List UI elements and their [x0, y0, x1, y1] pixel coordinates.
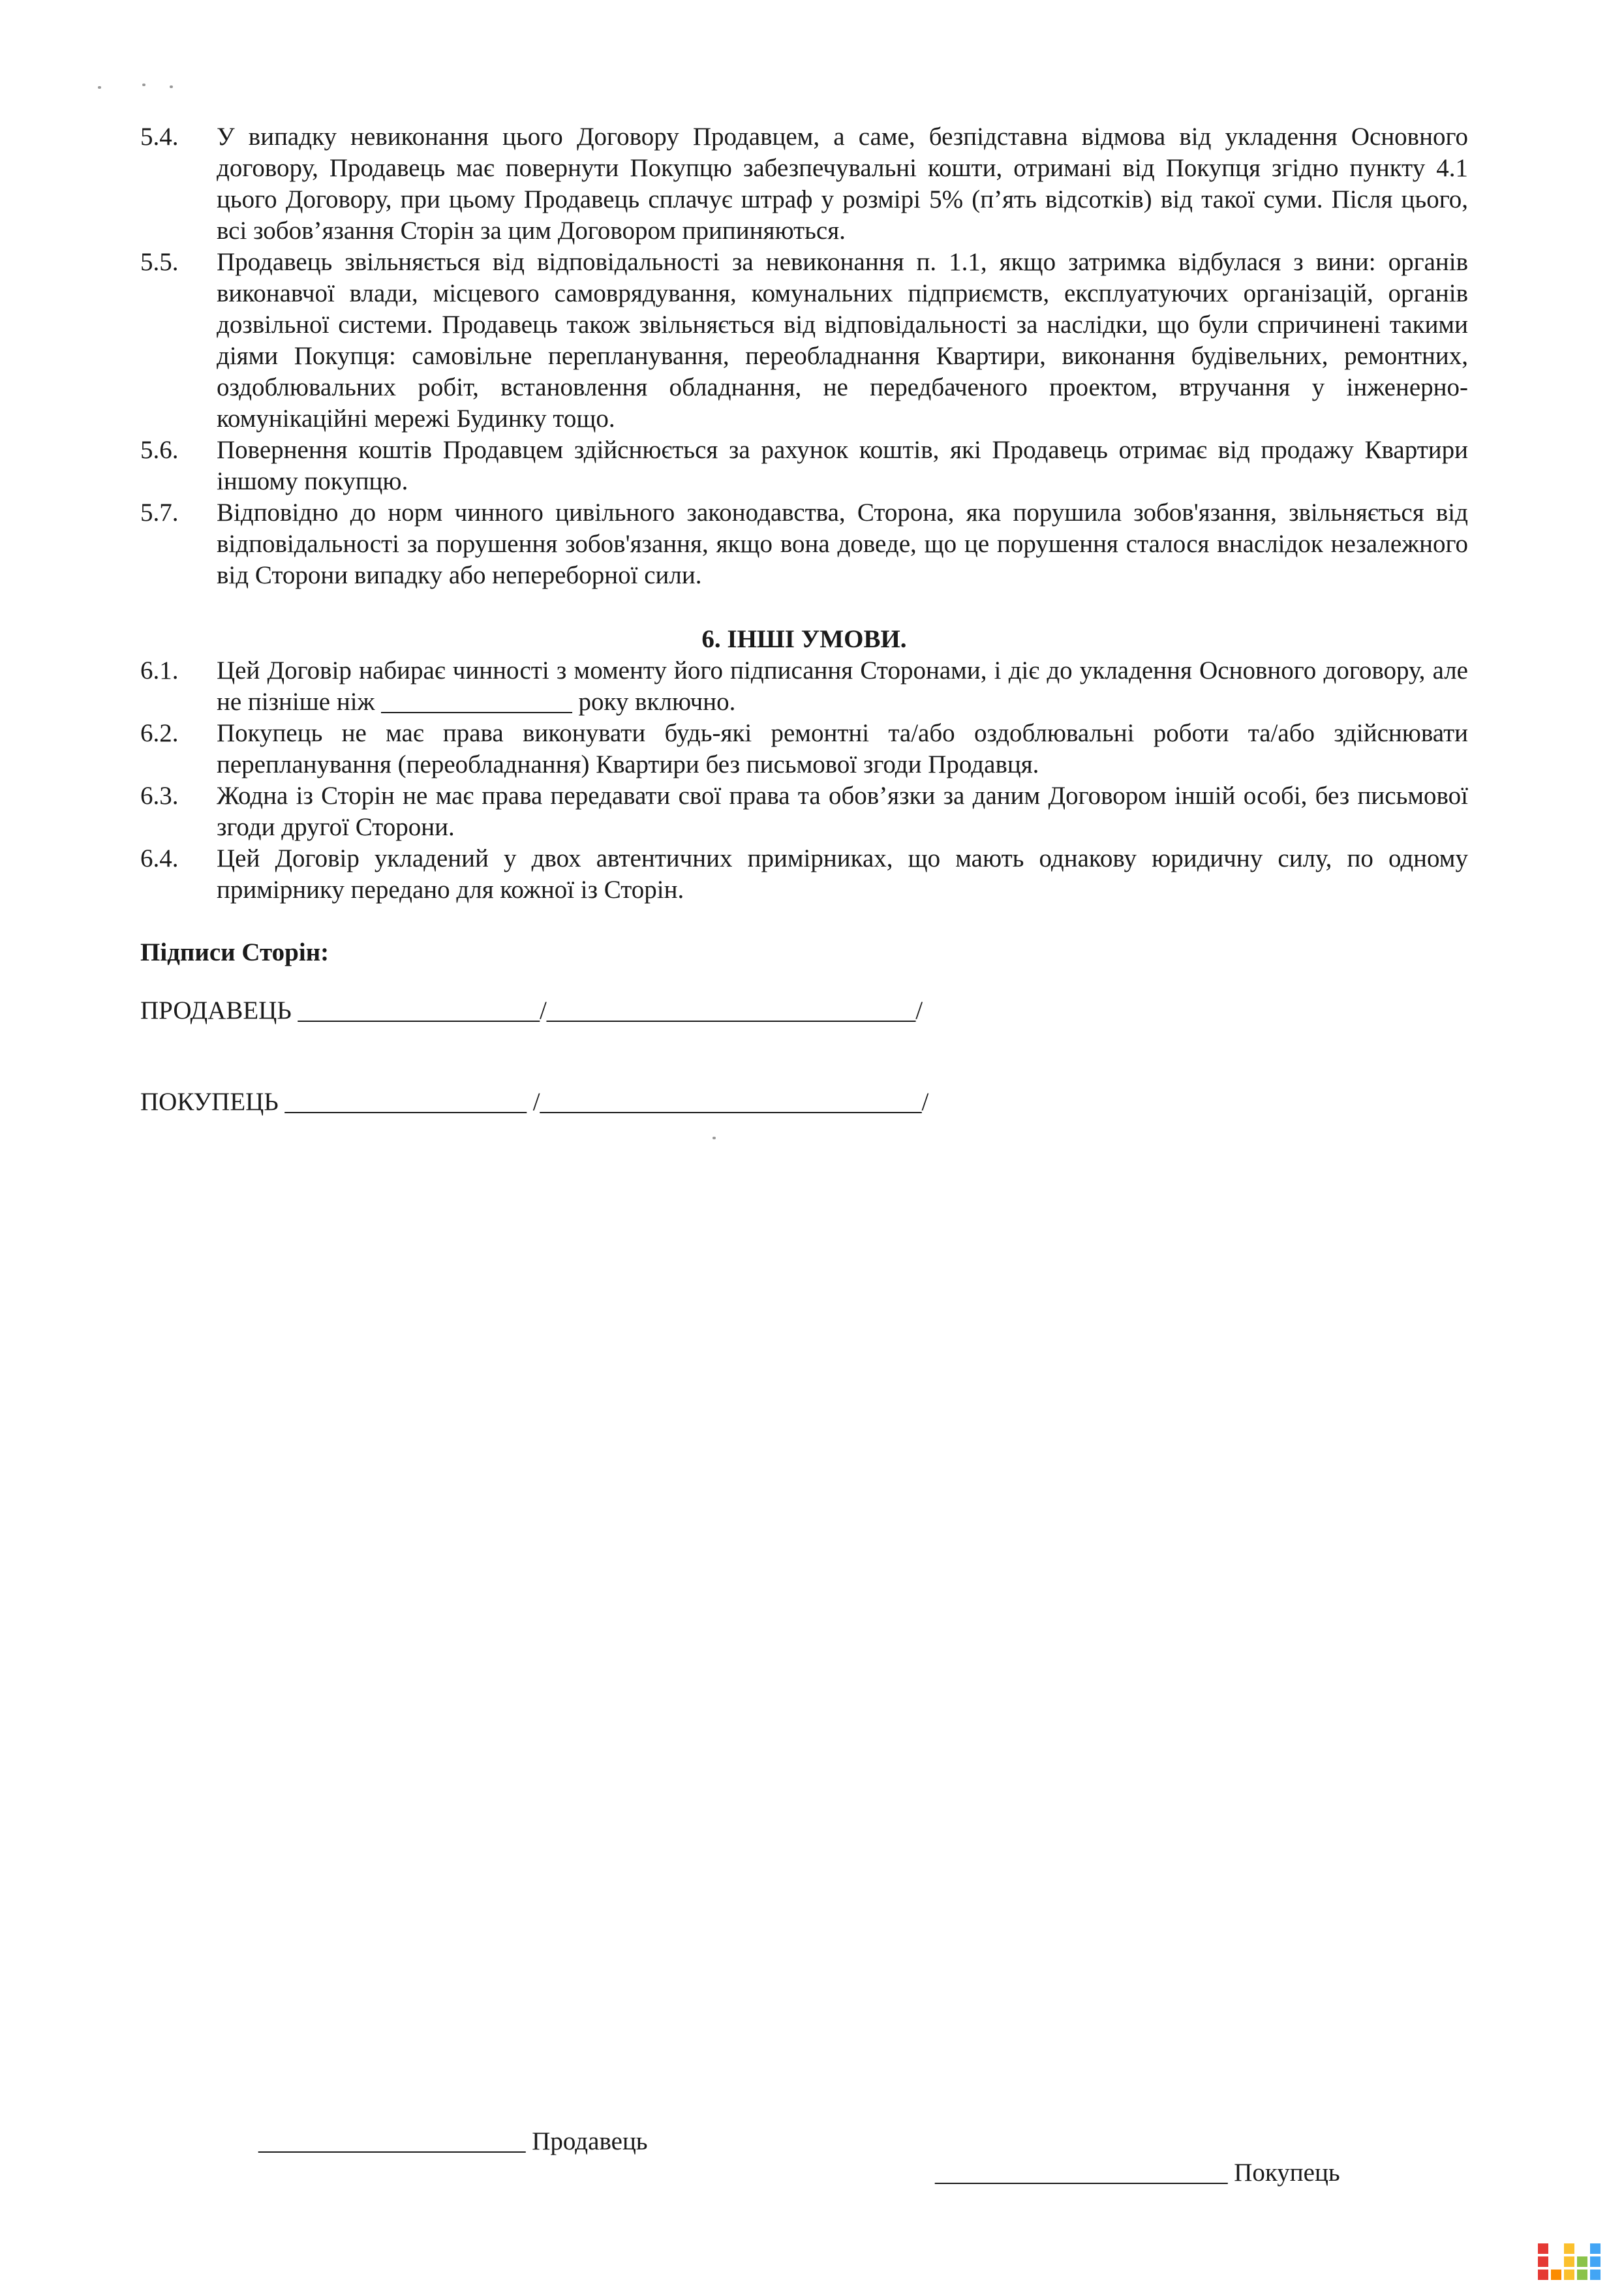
clause-text: У випадку невиконання цього Договору Продавцем, а саме, безпідставна відмова від укладення Основного договору, Продавець має повернути Покупцю забезпечувальні кошти, отримані від Покупця згідно пункту 4.1 цього Договору, при цьому Продавець сплачує штраф у розмірі 5% (п’ять відсотків) від такої суми. Після цього, всі зобов’язання Сторін за цим Договором припиняються.	[217, 123, 1468, 245]
logo-square	[1564, 2243, 1574, 2254]
clause-text: Цей Договір набирає чинності з моменту його підписання Сторонами, і діє до укладення Основного договору, але не пізніше ніж _______________ року включно.	[217, 656, 1468, 716]
logo-square	[1590, 2256, 1601, 2267]
clause-number: 6.4.	[140, 844, 179, 872]
footer-buyer-signature: _______________________ Покупець	[935, 2159, 1340, 2187]
logo-square	[1564, 2270, 1574, 2280]
logo-square	[1577, 2243, 1587, 2254]
corner-logo-icon	[1538, 2238, 1603, 2280]
clause-number: 5.6.	[140, 436, 179, 464]
clause-item	[140, 843, 1468, 906]
scan-speck	[142, 84, 146, 86]
section-6-clauses	[140, 655, 1468, 906]
logo-square	[1538, 2270, 1548, 2280]
clause-text: Продавець звільняється від відповідальності за невиконання п. 1.1, якщо затримка відбулася з вини: органів виконавчої влади, місцевого самоврядування, комунальних підприємств, експлуатуючих організацій, органів дозвільної системи. Продавець також звільняється від відповідальності за наслідки, що були спричинені такими діями Покупця: самовільне перепланування, переобладнання Квартири, виконання будівельних, ремонтних, оздоблювальних робіт, встановлення обладнання, не передбаченого проектом, втручання у інженерно-комунікаційні мережі Будинку тощо.	[217, 248, 1468, 433]
clause-item	[140, 435, 1468, 497]
clause-item	[140, 247, 1468, 435]
clause-text: Повернення коштів Продавцем здійснюється за рахунок коштів, які Продавець отримає від продажу Квартири іншому покупцю.	[217, 436, 1468, 495]
clause-item	[140, 718, 1468, 780]
clause-item	[140, 780, 1468, 843]
logo-square	[1590, 2243, 1601, 2254]
logo-square	[1577, 2270, 1587, 2280]
logo-square	[1538, 2243, 1548, 2254]
clause-number: 6.1.	[140, 656, 179, 685]
clause-text: Відповідно до норм чинного цивільного законодавства, Сторона, яка порушила зобов'язання, звільняється від відповідальності за порушення зобов'язання, якщо вона доведе, що це порушення сталося внаслідок незалежного від Сторони випадку або непереборної сили.	[217, 499, 1468, 589]
clause-item	[140, 497, 1468, 591]
clause-number: 5.5.	[140, 248, 179, 276]
clause-number: 6.2.	[140, 719, 179, 747]
scan-speck	[170, 85, 173, 88]
logo-square	[1551, 2243, 1561, 2254]
logo-square	[1577, 2256, 1587, 2267]
clause-number: 5.7.	[140, 499, 179, 527]
logo-square	[1538, 2256, 1548, 2267]
logo-square	[1564, 2256, 1574, 2267]
scan-speck	[98, 86, 101, 89]
clause-number: 5.4.	[140, 123, 179, 151]
page-footer-signatures	[0, 2095, 1624, 2220]
clause-text: Цей Договір укладений у двох автентичних примірниках, що мають однакову юридичну силу, по одному примірнику передано для кожної із Сторін.	[217, 844, 1468, 904]
scan-speck	[712, 1137, 716, 1139]
contract-body	[140, 121, 1468, 1118]
buyer-signature-line: ПОКУПЕЦЬ ___________________ /______________________________/	[140, 1088, 929, 1116]
signatures-heading: Підписи Сторін:	[140, 938, 329, 966]
clause-text: Покупець не має права виконувати будь-які ремонтні та/або оздоблювальні роботи та/або здійснювати перепланування (переобладнання) Квартири без письмової згоди Продавця.	[217, 719, 1468, 778]
logo-square	[1551, 2270, 1561, 2280]
footer-seller-signature: _____________________ Продавець	[258, 2127, 648, 2155]
clause-item	[140, 121, 1468, 247]
logo-square	[1590, 2270, 1601, 2280]
clause-number: 6.3.	[140, 782, 179, 810]
clause-item	[140, 655, 1468, 718]
logo-square	[1551, 2256, 1561, 2267]
section-5-clauses	[140, 121, 1468, 591]
seller-signature-line: ПРОДАВЕЦЬ ___________________/_____________________________/	[140, 996, 923, 1024]
clause-text: Жодна із Сторін не має права передавати свої права та обов’язки за даним Договором іншій особі, без письмової згоди другої Сторони.	[217, 782, 1468, 841]
section-6-title: 6. ІНШІ УМОВИ.	[701, 625, 907, 653]
